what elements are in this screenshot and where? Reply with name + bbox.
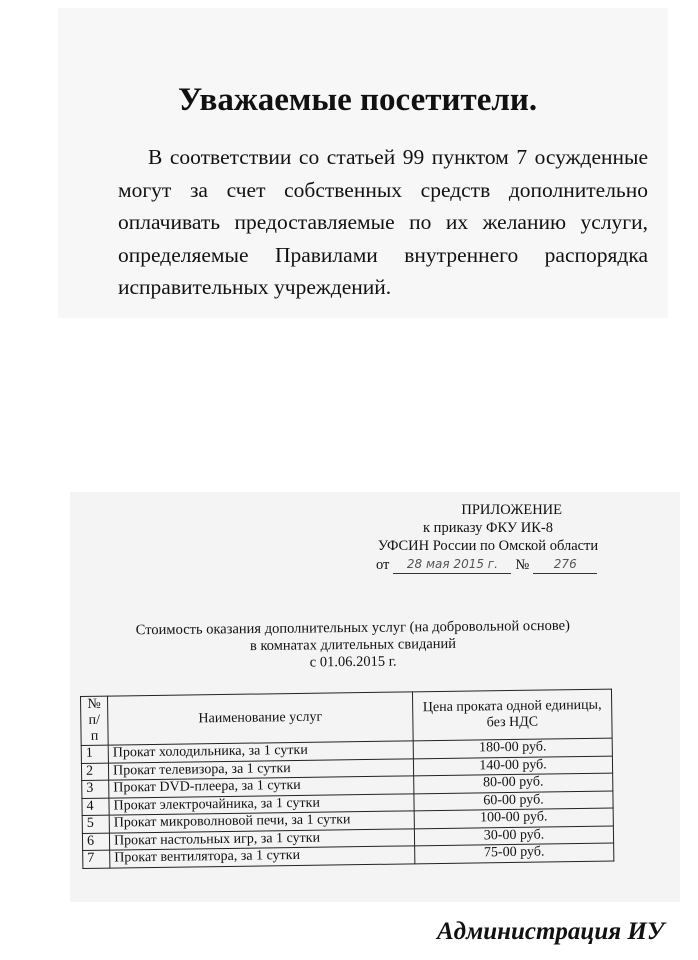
header-number: № п/п (81, 696, 109, 745)
handwritten-date: 28 мая 2015 г. (393, 555, 511, 574)
row-number: 6 (82, 833, 109, 851)
appendix-title: ПРИЛОЖЕНИЕ (461, 502, 562, 518)
row-price: 80-00 руб. (414, 773, 613, 793)
row-service-name: Прокат электрочайника, за 1 сутки (109, 793, 414, 815)
row-price: 30-00 руб. (414, 826, 613, 846)
row-number: 7 (83, 850, 110, 868)
row-number: 2 (81, 763, 108, 781)
table-header-row (81, 689, 613, 745)
header-price: Цена проката одной единицы, без НДС (412, 689, 612, 741)
cost-title-line-1: Стоимость оказания дополнительных услуг (на добровольной основе) (135, 617, 570, 639)
header-service-name: Наименование услуг (108, 692, 414, 745)
row-price: 60-00 руб. (414, 791, 613, 811)
appendix-date-line (360, 555, 616, 574)
appendix-block (360, 501, 616, 574)
notice-body: В соответствии со статьей 99 пунктом 7 осужденные могут за счет собственных средств дополнительно оплачивать предоставляемые по их желанию услуги, определяемые Правилами внутреннего распорядка исправительных учреждений. (118, 145, 648, 299)
cost-title-line-3: с 01.06.2015 г. (309, 653, 397, 671)
row-number: 5 (82, 815, 109, 833)
row-service-name: Прокат настольных игр, за 1 сутки (109, 828, 414, 850)
row-service-name: Прокат телевизора, за 1 сутки (108, 758, 413, 780)
row-service-name: Прокат холодильника, за 1 сутки (108, 741, 413, 763)
cost-title-line-2: в комнатах длительных свиданий (249, 635, 457, 655)
row-price: 180-00 руб. (413, 738, 612, 758)
row-price: 75-00 руб. (415, 843, 614, 863)
cost-title (108, 617, 599, 673)
row-number: 4 (82, 798, 109, 816)
appendix-order-line: к приказу ФКУ ИК-8 (423, 520, 553, 536)
row-number: 3 (82, 780, 109, 798)
administration-signature: Администрация ИУ (437, 918, 665, 945)
row-price: 100-00 руб. (414, 808, 613, 828)
handwritten-number: 276 (533, 555, 597, 574)
row-service-name: Прокат DVD-плеера, за 1 сутки (109, 776, 414, 798)
notice-heading: Уважаемые посетители. (178, 82, 538, 118)
row-price: 140-00 руб. (413, 756, 612, 776)
number-prefix: № (515, 557, 530, 573)
date-prefix: от (376, 557, 390, 573)
row-service-name: Прокат вентилятора, за 1 сутки (110, 846, 415, 868)
row-number: 1 (81, 745, 108, 763)
services-price-table (80, 689, 614, 869)
row-service-name: Прокат микроволновой печи, за 1 сутки (109, 811, 414, 833)
appendix-department-line: УФСИН России по Омской области (377, 538, 599, 554)
